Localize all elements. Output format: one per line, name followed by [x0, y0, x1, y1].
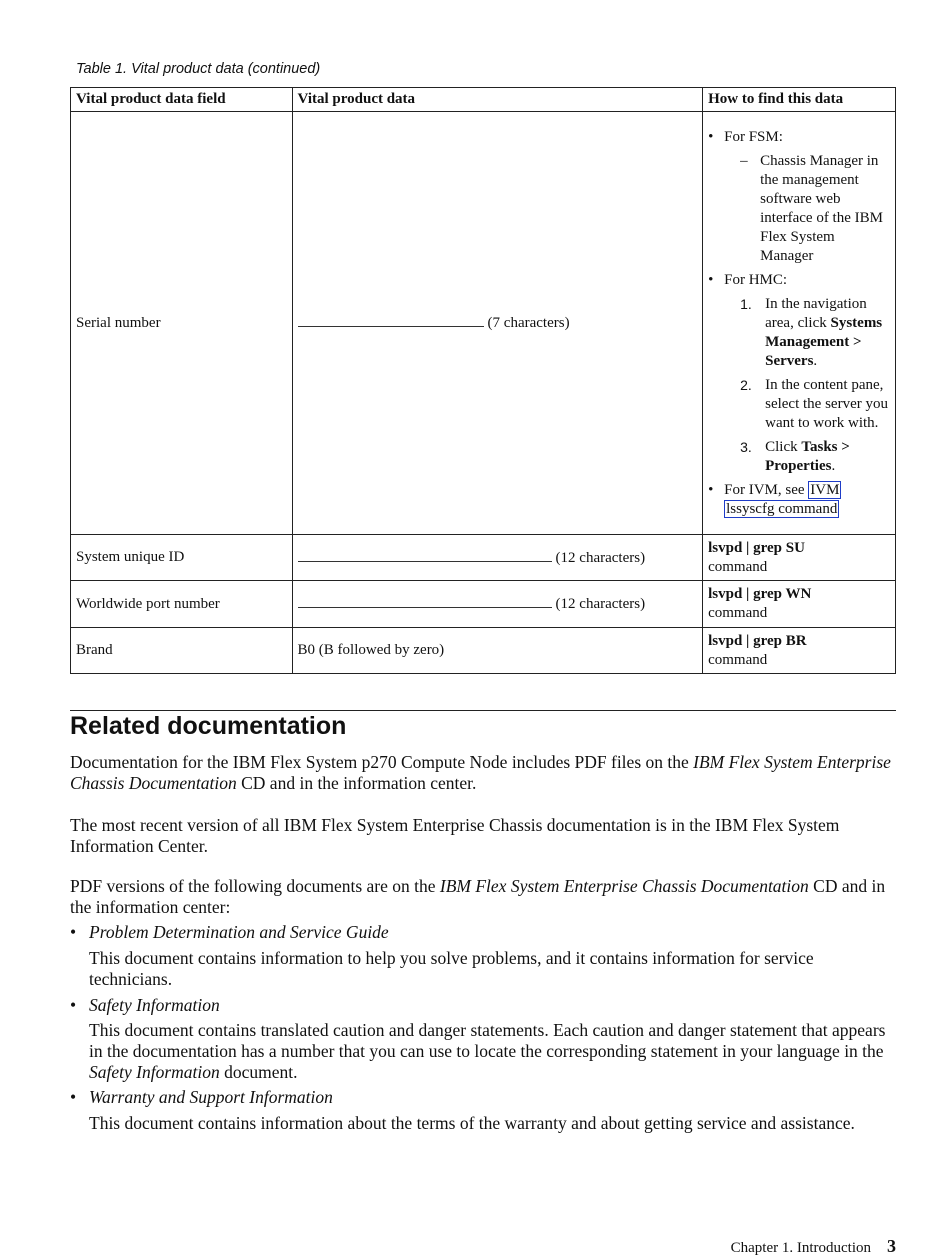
document-title: IBM Flex System Enterprise Chassis Documentation [70, 752, 891, 793]
command-text: lsvpd | grep WN [708, 586, 812, 602]
step-bold: Tasks > Properties [765, 438, 850, 474]
how-to-cell [703, 535, 896, 581]
bullet-marker: • [70, 1087, 77, 1107]
value-cell [292, 112, 703, 535]
command-suffix: command [708, 605, 768, 621]
column-header: Vital product data [292, 88, 703, 112]
step-text: In the content pane, select the server you want to work with. [765, 376, 888, 431]
section-divider [70, 710, 896, 711]
document-description: This document contains information about the terms of the warranty and about getting service and assistance. [89, 1113, 855, 1133]
step-item [724, 376, 890, 433]
chapter-title: Chapter 1. Introduction [730, 1240, 871, 1256]
field-name-cell: System unique ID [71, 535, 293, 581]
value-cell: B0 (B followed by zero) [292, 628, 703, 674]
field-name-cell: Brand [71, 628, 293, 674]
step-text: . [831, 457, 836, 474]
dash-marker: – [740, 152, 748, 169]
command-text: lsvpd | grep BR [708, 632, 807, 649]
ivm-link[interactable]: IVM [810, 481, 840, 498]
field-name-cell: Serial number [71, 112, 293, 535]
table-header-row [71, 88, 896, 112]
step-text: . [813, 352, 818, 369]
field-name-cell: Worldwide port number [71, 581, 293, 628]
paragraph-text: CD and in the information center: [70, 876, 886, 917]
paragraph [70, 876, 900, 918]
step-text: Click [765, 438, 802, 455]
step-text: In the navigation area, click [765, 295, 867, 331]
blank-line [298, 548, 552, 562]
step-item [724, 438, 890, 476]
table-row [71, 581, 896, 628]
how-to-cell [703, 628, 896, 674]
how-to-cell [703, 581, 896, 628]
sub-list-item [724, 152, 890, 266]
paragraph-text: Documentation for the IBM Flex System p270 Compute Node includes PDF files on the [70, 752, 694, 772]
column-header: Vital product data field [71, 88, 293, 112]
section-heading: Related documentation [70, 712, 347, 740]
table-row [71, 112, 896, 535]
hmc-label: For HMC: [724, 271, 788, 288]
step-number: 3. [740, 438, 752, 455]
document-title: Safety Information [89, 1062, 220, 1082]
paragraph [70, 752, 900, 794]
document-title: IBM Flex System Enterprise Chassis Documentation [439, 876, 809, 896]
character-hint: (12 characters) [555, 549, 646, 566]
list-item [708, 271, 890, 476]
page-number: 3 [887, 1236, 896, 1256]
table-row [71, 535, 896, 581]
paragraph-text: CD and in the information center. [236, 773, 477, 793]
document-title: Problem Determination and Service Guide [89, 922, 389, 942]
table-caption: Table 1. Vital product data (continued) [76, 61, 321, 77]
bullet-marker: • [70, 995, 77, 1015]
document-description [89, 1020, 901, 1083]
command-suffix: command [708, 558, 768, 575]
step-item [724, 295, 890, 371]
how-to-cell [703, 112, 896, 535]
page-footer [731, 1236, 896, 1257]
document-description: This document contains information to help you solve problems, and it contains information for service technicians. [89, 948, 814, 989]
fsm-label: For FSM: [724, 128, 783, 145]
command-text: lsvpd | grep SU [708, 539, 805, 556]
step-number: 1. [740, 295, 752, 312]
list-item [708, 128, 890, 266]
paragraph-text: PDF versions of the following documents are on the [70, 876, 440, 896]
table-row [71, 628, 896, 674]
document-title: Warranty and Support Information [89, 1087, 333, 1107]
character-hint: (12 characters) [555, 596, 646, 612]
column-header: How to find this data [703, 88, 896, 112]
command-suffix: command [708, 651, 768, 668]
value-cell [292, 581, 703, 628]
step-number: 2. [740, 376, 752, 393]
value-cell [292, 535, 703, 581]
blank-line [298, 313, 484, 327]
description-text: document. [219, 1062, 298, 1082]
bullet-marker: • [70, 922, 77, 942]
ivm-text: For IVM, see [724, 481, 809, 498]
fsm-item-text: Chassis Manager in the management software web interface of the IBM Flex System Manager [760, 152, 883, 264]
description-text: This document contains translated caution and danger statements. Each caution and danger statement that appears in the documentation has a number that you can use to locate the corresponding statement in your language in the [89, 1020, 886, 1061]
vital-product-data-table [70, 87, 896, 674]
character-hint: (7 characters) [487, 315, 570, 331]
list-item [708, 481, 890, 519]
document-title: Safety Information [89, 995, 220, 1015]
blank-line [298, 594, 552, 608]
lssyscfg-command-link[interactable]: lssyscfg command [726, 500, 838, 517]
step-bold: Systems Management > Servers [765, 314, 883, 369]
paragraph: The most recent version of all IBM Flex System Enterprise Chassis documentation is in the IBM Flex System Information Center. [70, 815, 840, 856]
